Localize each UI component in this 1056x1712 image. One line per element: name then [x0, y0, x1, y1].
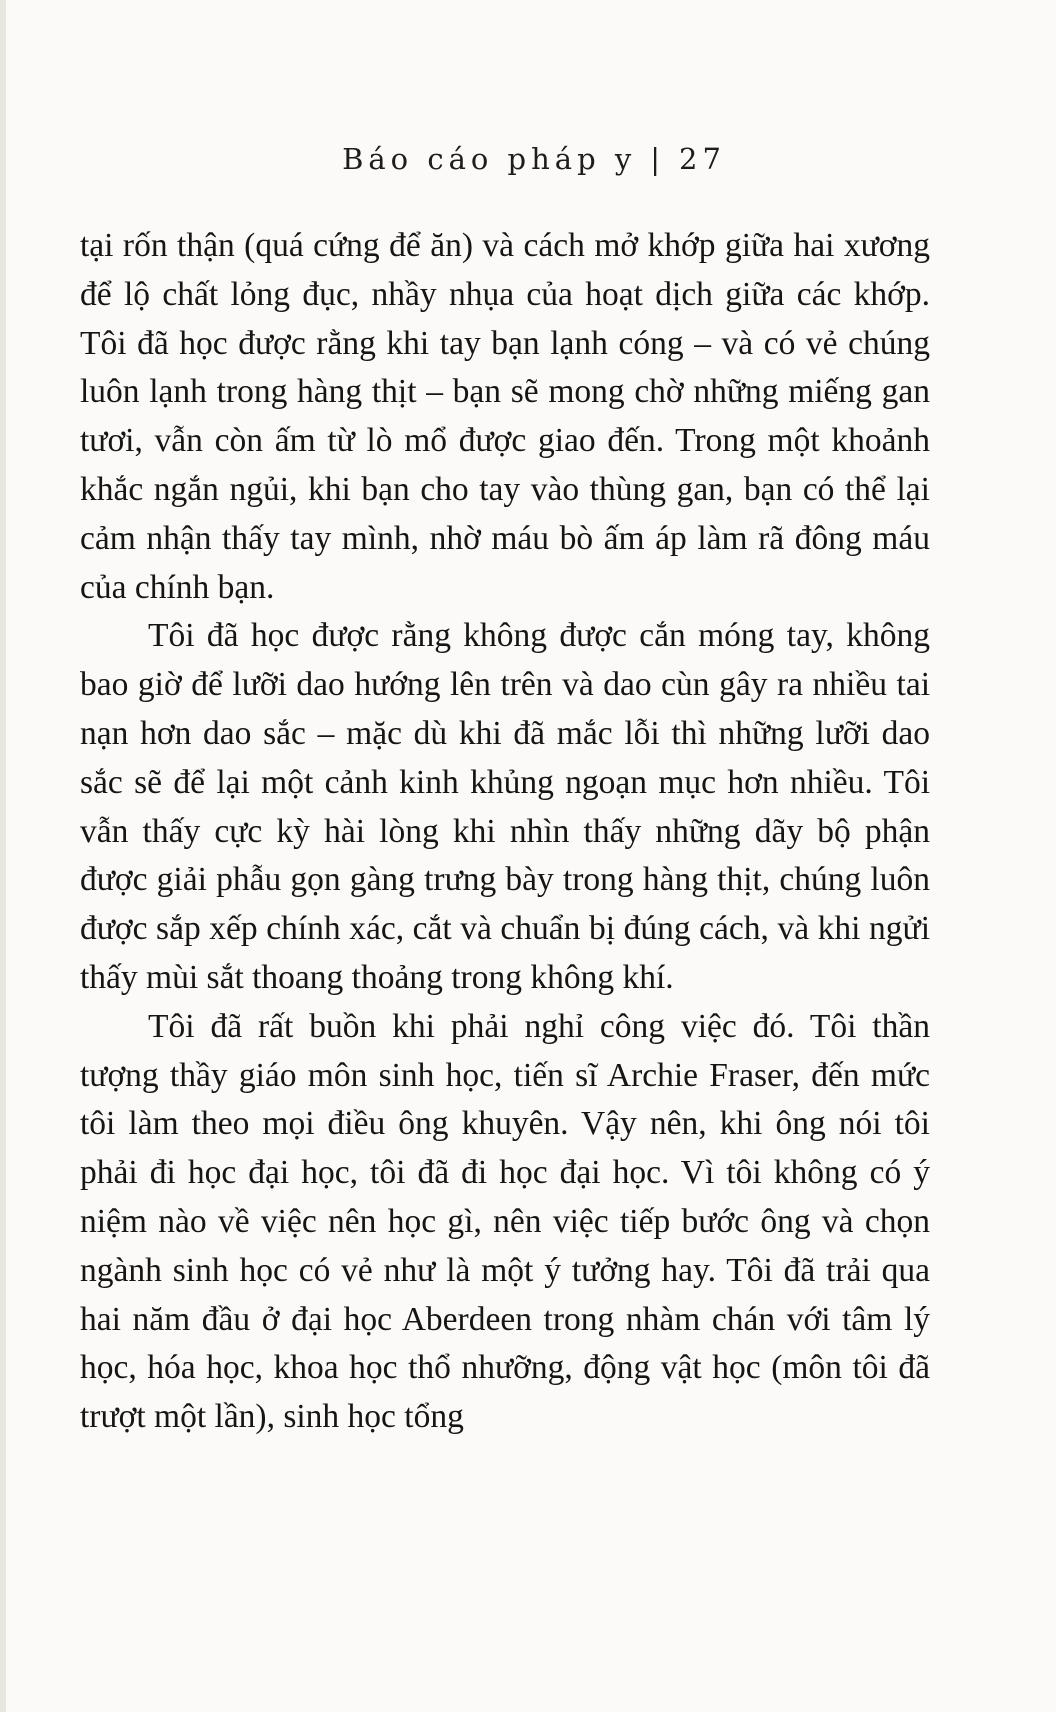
paragraph: Tôi đã học được rằng không được cắn móng tay, không bao giờ để lưỡi dao hướng lên trên và dao cùn gây ra nhiều tai nạn hơn dao sắc – mặc dù khi đã mắc lỗi thì những lưỡi dao sắc sẽ để lại một cảnh kinh khủng ngoạn mục hơn nhiều. Tôi vẫn thấy cực kỳ hài lòng khi nhìn thấy những dãy bộ phận được giải phẫu gọn gàng trưng bày trong hàng thịt, chúng luôn được sắp xếp chính xác, cắt và chuẩn bị đúng cách, và khi ngửi thấy mùi sắt thoang thoảng trong không khí. — [80, 617, 930, 996]
paragraph: tại rốn thận (quá cứng để ăn) và cách mở khớp giữa hai xương để lộ chất lỏng đục, nhầy nhụa của hoạt dịch giữa các khớp. Tôi đã học được rằng khi tay bạn lạnh cóng – và có vẻ chúng luôn lạnh trong hàng thịt – bạn sẽ mong chờ những miếng gan tươi, vẫn còn ấm từ lò mổ được giao đến. Trong một khoảnh khắc ngắn ngủi, khi bạn cho tay vào thùng gan, bạn có thể lại cảm nhận thấy tay mình, nhờ máu bò ấm áp làm rã đông máu của chính bạn. — [80, 227, 930, 606]
paragraph: Tôi đã rất buồn khi phải nghỉ công việc đó. Tôi thần tượng thầy giáo môn sinh học, tiến sĩ Archie Fraser, đến mức tôi làm theo mọi điều ông khuyên. Vậy nên, khi ông nói tôi phải đi học đại học, tôi đã đi học đại học. Vì tôi không có ý niệm nào về việc nên học gì, nên việc tiếp bước ông và chọn ngành sinh học có vẻ như là một ý tưởng hay. Tôi đã trải qua hai năm đầu ở đại học Aberdeen trong nhàm chán với tâm lý học, hóa học, khoa học thổ nhưỡng, động vật học (môn tôi đã trượt một lần), sinh học tổng — [80, 1007, 930, 1436]
body-text — [80, 222, 930, 1442]
header-title: Báo cáo pháp y — [342, 142, 637, 176]
page-number: 27 — [679, 142, 726, 176]
header-separator: | — [650, 142, 666, 176]
running-header — [6, 142, 1056, 176]
